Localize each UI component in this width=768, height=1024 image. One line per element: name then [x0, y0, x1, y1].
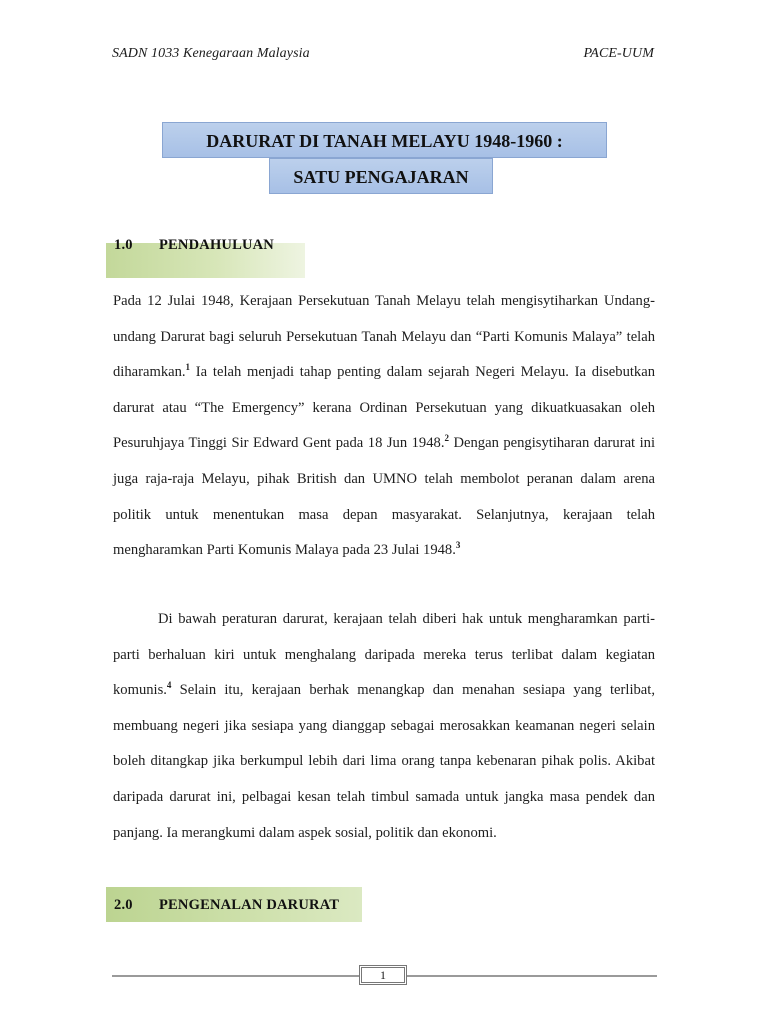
paragraph-1-text-a: Pada 12 Julai 1948, Kerajaan Persekutuan Tanah Melayu telah mengisytiharkan Undang-undang Darurat bagi seluruh Persekutuan Tanah Melayu dan “Parti Komunis Malaya” telah diharamkan.: [113, 293, 655, 381]
footnote-ref-1[interactable]: 1: [185, 362, 191, 373]
section-1-title: PENDAHULUAN: [159, 237, 274, 253]
header-course-title: SADN 1033 Kenegaraan Malaysia: [112, 46, 310, 61]
section-2-number: 2.0: [114, 897, 133, 913]
document-title-line-1: DARURAT DI TANAH MELAYU 1948-1960 :: [162, 122, 607, 158]
section-1-heading: [114, 237, 274, 254]
header-institution: PACE-UUM: [583, 46, 654, 61]
paragraph-introduction: [113, 284, 655, 569]
document-title-line-2: SATU PENGAJARAN: [269, 158, 493, 194]
paragraph-1-text-b: Ia telah menjadi tahap penting dalam sejarah Negeri Melayu. Ia disebutkan darurat atau “The Emergency” kerana Ordinan Persekutuan yang dikuatkuasakan oleh Pesuruhjaya Tinggi Sir Edward Gent pada 18 Jun 1948.: [113, 364, 655, 452]
footnote-ref-2[interactable]: 2: [444, 433, 449, 444]
paragraph-1-text-c: Dengan pengisytiharan darurat ini juga raja-raja Melayu, pihak British dan UMNO telah membolot peranan dalam arena politik untuk menentukan masa depan masyarakat. Selanjutnya, kerajaan telah mengharamkan Parti Komunis Malaya pada 23 Julai 1948.: [113, 435, 655, 559]
paragraph-2-text-b: Selain itu, kerajaan berhak menangkap dan menahan sesiapa yang terlibat, membuang negeri jika sesiapa yang dianggap sebagai merosakkan keamanan negeri selain boleh ditangkap jika berkumpul lebih dari lima orang tanpa kebenaran pihak polis. Akibat daripada darurat ini, pelbagai kesan telah timbul samada untuk jangka masa pendek dan panjang. Ia merangkumi dalam aspek sosial, politik dan ekonomi.: [113, 682, 655, 841]
footnote-ref-3[interactable]: 3: [455, 540, 461, 551]
section-1-number: 1.0: [114, 237, 133, 253]
section-2-heading: [114, 897, 339, 914]
footnote-ref-4[interactable]: 4: [166, 680, 172, 691]
paragraph-emergency-rules: [113, 602, 655, 851]
section-2-title: PENGENALAN DARURAT: [159, 897, 340, 913]
page-number: 1: [359, 965, 407, 985]
paragraph-2-text-a: Di bawah peraturan darurat, kerajaan telah diberi hak untuk mengharamkan parti-parti berhaluan kiri untuk menghalang daripada mereka terus terlibat dalam kegiatan komunis.: [113, 611, 655, 699]
